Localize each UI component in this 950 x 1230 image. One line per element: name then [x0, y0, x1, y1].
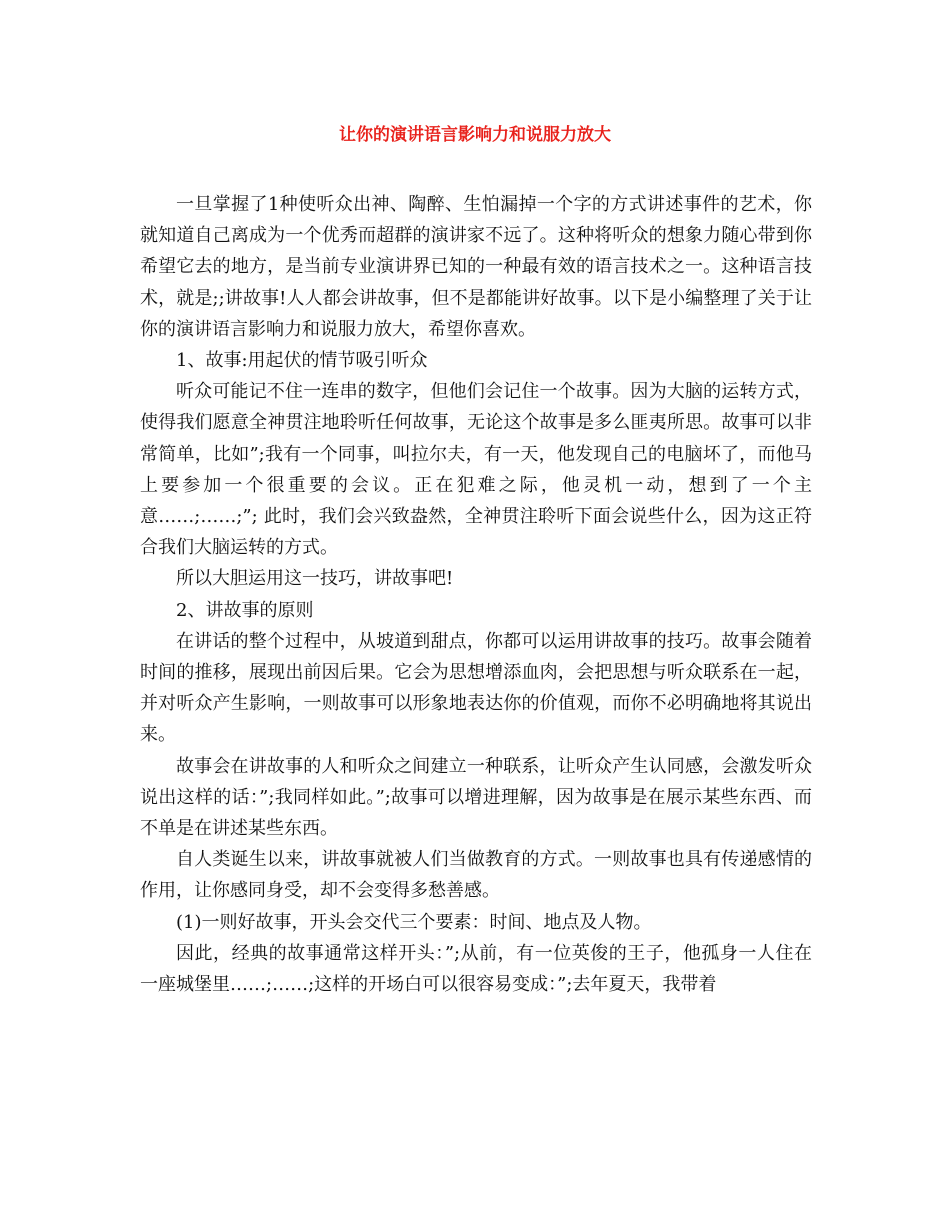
- paragraph: 所以大胆运用这一技巧，讲故事吧!: [176, 568, 454, 590]
- paragraph: 在讲话的整个过程中，从坡道到甜点，你都可以运用讲故事的技巧。故事会随着时间的推移，展现出前因后果。它会为思想增添血肉，会把思想与听众联系在一起，并对听众产生影响，一则故事可以形象地表达你的价值观，而你不必明确地将其说出来。: [140, 630, 812, 746]
- paragraph: 因此，经典的故事通常这样开头：”;从前，有一位英俊的王子，他孤身一人住在一座城堡里……;……;这样的开场白可以很容易变成：”;去年夏天，我带着: [140, 942, 812, 996]
- paragraph: 故事会在讲故事的人和听众之间建立一种联系，让听众产生认同感，会激发听众说出这样的话：”;我同样如此。”;故事可以增进理解，因为故事是在展示某些东西、而不单是在讲述某些东西。: [140, 755, 812, 840]
- paragraph: 一旦掌握了1种使听众出神、陶醉、生怕漏掉一个字的方式讲述事件的艺术，你就知道自己离成为一个优秀而超群的演讲家不远了。这种将听众的想象力随心带到你希望它去的地方，是当前专业演讲界已知的一种最有效的语言技术之一。这种语言技术，就是;;讲故事!人人都会讲故事，但不是都能讲好故事。以下是小编整理了关于让你的演讲语言影响力和说服力放大，希望你喜欢。: [140, 194, 812, 340]
- paragraph: 听众可能记不住一连串的数字，但他们会记住一个故事。因为大脑的运转方式，使得我们愿意全神贯注地聆听任何故事，无论这个故事是多么匪夷所思。故事可以非常简单，比如”;我有一个同事，叫拉尔夫，有一天，他发现自己的电脑坏了，而他马上要参加一个很重要的会议。正在犯难之际，他灵机一动，想到了一个主意……;……;”; 此时，我们会兴致盎然，全神贯注聆听下面会说些什么，因为这正符合我们大脑运转的方式。: [140, 381, 812, 559]
- paragraph: 自人类诞生以来，讲故事就被人们当做教育的方式。一则故事也具有传递感情的作用，让你感同身受，却不会变得多愁善感。: [140, 849, 812, 902]
- document-body: [140, 189, 812, 1000]
- section-heading: 2、讲故事的原则: [176, 599, 314, 621]
- paragraph: (1)一则好故事，开头会交代三个要素：时间、地点及人物。: [176, 911, 652, 933]
- document-title: 让你的演讲语言影响力和说服力放大: [339, 125, 611, 145]
- section-heading: 1、故事:用起伏的情节吸引听众: [176, 350, 428, 372]
